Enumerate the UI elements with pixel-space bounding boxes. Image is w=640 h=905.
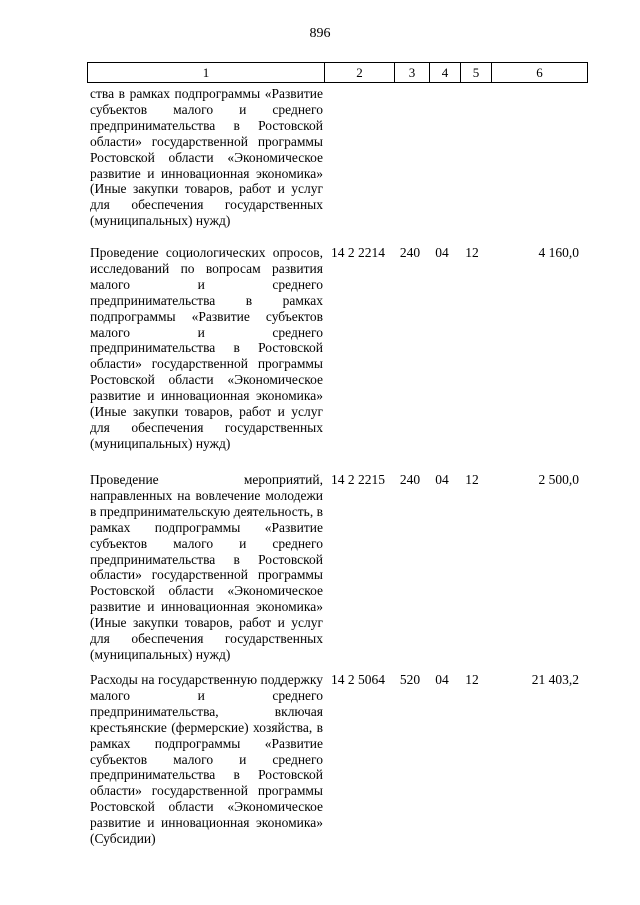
row-sum xyxy=(487,86,582,245)
row-description: Проведение социологических опросов, исследований по вопросам развития малого и среднего предпринимательства в рамках подпрограммы «Развитие субъектов малого и среднего предпринимательства в Ростовской области» государственной программы Ростовской области «Экономическое развитие и инновационная экономика» (Иные закупки товаров, работ и услуг для обеспечения государственных (муниципальных) нужд) xyxy=(90,245,323,451)
row-code xyxy=(323,86,393,245)
table-row xyxy=(87,472,601,672)
row-vr: 520 xyxy=(399,672,421,687)
row-code: 14 2 2215 xyxy=(331,472,385,487)
header-col-6: 6 xyxy=(492,63,588,83)
table-body xyxy=(87,86,601,852)
row-rz: 04 xyxy=(435,472,449,487)
row-rz: 04 xyxy=(435,245,449,260)
row-description: ства в рамках подпрограммы «Развитие субъектов малого и среднего предпринимательства в Ростовской области» государственной программы Ростовской области «Экономическое развитие и инновационная экономика» (Иные закупки товаров, работ и услуг для обеспечения государственных (муниципальных) нужд) xyxy=(90,86,323,229)
row-rz xyxy=(427,86,457,245)
table-row xyxy=(87,86,601,245)
row-code: 14 2 2214 xyxy=(331,245,385,260)
row-vr: 240 xyxy=(399,472,421,487)
row-sum: 4 160,0 xyxy=(538,245,579,260)
row-vr: 240 xyxy=(399,245,421,260)
table-row xyxy=(87,672,601,852)
row-sum: 21 403,2 xyxy=(531,672,579,687)
row-pr xyxy=(457,86,487,245)
table-header xyxy=(87,62,588,83)
header-col-1: 1 xyxy=(88,63,325,83)
header-col-4: 4 xyxy=(430,63,461,83)
row-code: 14 2 5064 xyxy=(331,672,385,687)
row-sum: 2 500,0 xyxy=(538,472,579,487)
row-pr: 12 xyxy=(465,672,479,687)
row-rz: 04 xyxy=(435,672,449,687)
row-description: Расходы на государственную поддержку малого и среднего предпринимательства, включая крестьянские (фермерские) хозяйства, в рамках подпрограммы «Развитие субъектов малого и среднего предпринимательства в Ростовской области» государственной программы Ростовской области «Экономическое развитие и инновационная экономика» (Субсидии) xyxy=(90,672,323,847)
row-vr xyxy=(393,86,427,245)
row-pr: 12 xyxy=(465,245,479,260)
header-col-5: 5 xyxy=(461,63,492,83)
header-col-3: 3 xyxy=(395,63,430,83)
row-pr: 12 xyxy=(465,472,479,487)
page-number: 896 xyxy=(309,26,331,41)
table-row xyxy=(87,245,601,472)
header-col-2: 2 xyxy=(325,63,395,83)
row-description: Проведение мероприятий, направленных на вовлечение молодежи в предпринимательскую деятельность, в рамках подпрограммы «Развитие субъектов малого и среднего предпринимательства в Ростовской области» государственной программы Ростовской области «Экономическое развитие и инновационная экономика» (Иные закупки товаров, работ и услуг для обеспечения государственных (муниципальных) нужд) xyxy=(90,472,323,662)
